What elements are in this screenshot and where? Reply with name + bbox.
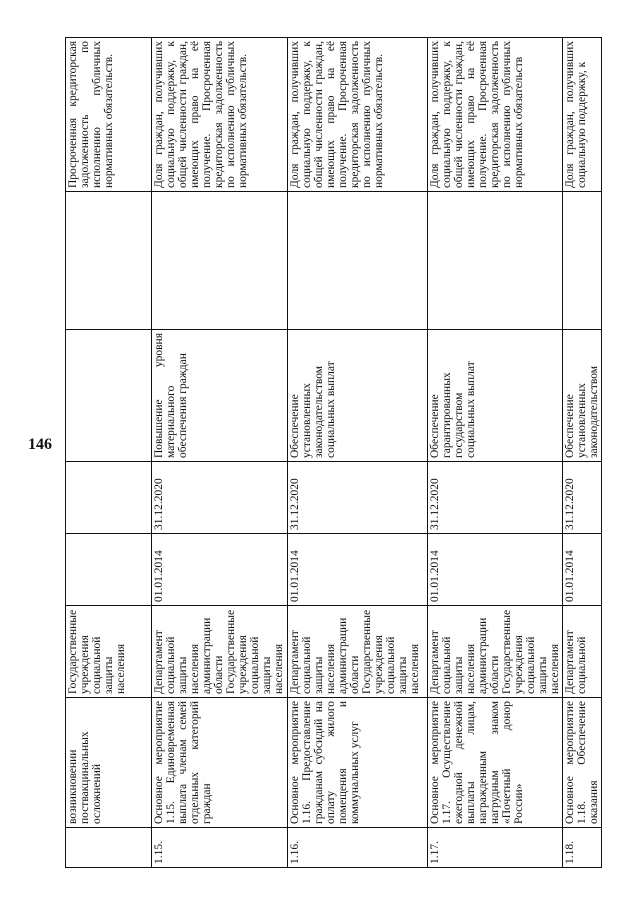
direction [288, 192, 428, 330]
expected-result: Повышение уровня материального обеспечения граждан [152, 330, 288, 462]
direction [152, 192, 288, 330]
indicators: Доля граждан, получивших социальную поддержку, к общей численности граждан, имеющих право на её получение. Просроченная кредиторская задолженность по исполнению публичных нормативных обязательств. [152, 38, 288, 192]
expected-result: Обеспечение установленных законодательством [563, 330, 602, 462]
executor: Департамент социальной защиты населения администрации области Государственные учреждения социальной защиты населения [288, 606, 428, 698]
row-number: 1.16. [288, 828, 428, 868]
indicators: Просроченная кредиторская задолженность по исполнению публичных нормативных обязательств. [66, 38, 152, 192]
indicators: Доля граждан, получивших социальную поддержку, к [563, 38, 602, 192]
table-row [428, 38, 563, 868]
indicators: Доля граждан, получивших социальную поддержку, к общей численности граждан, имеющих право на её получение. Просроченная кредиторская задолженность по исполнению публичных нормативных обязательств. [288, 38, 428, 192]
table-row [66, 38, 152, 868]
start-date: 01.01.2014 [563, 534, 602, 606]
end-date: 31.12.2020 [152, 462, 288, 534]
expected-result [66, 330, 152, 462]
start-date: 01.01.2014 [428, 534, 563, 606]
direction [66, 192, 152, 330]
table-row [288, 38, 428, 868]
measure-name: Основное мероприятие 1.18. Обеспечение оказания [563, 698, 602, 828]
rotated-table-container [65, 38, 600, 868]
end-date: 31.12.2020 [288, 462, 428, 534]
executor: Департамент социальной [563, 606, 602, 698]
start-date [66, 534, 152, 606]
executor: Департамент социальной защиты населения администрации области Государственные учреждения социальной защиты населения [428, 606, 563, 698]
measure-name: Основное мероприятие 1.16. Предоставление гражданам субсидий на оплату жилого помещения и коммунальных услуг [288, 698, 428, 828]
direction [563, 192, 602, 330]
executor: Департамент социальной защиты населения администрации области Государственные учреждения социальной защиты населения [152, 606, 288, 698]
start-date: 01.01.2014 [152, 534, 288, 606]
table-row [563, 38, 602, 868]
table-row [152, 38, 288, 868]
measure-name: Основное мероприятие 1.17. Осуществление ежегодной денежной выплаты лицам, награжденным нагрудным знаком «Почетный донор России» [428, 698, 563, 828]
expected-result: Обеспечение гарантированных государством социальных выплат [428, 330, 563, 462]
executor: Государственные учреждения социальной защиты населения [66, 606, 152, 698]
row-number: 1.17. [428, 828, 563, 868]
row-number: 1.18. [563, 828, 602, 868]
indicators: Доля граждан, получивших социальную поддержку, к общей численности граждан, имеющих право на её получение. Просроченная кредиторская задолженность по исполнению публичных нормативных обязательств [428, 38, 563, 192]
direction [428, 192, 563, 330]
row-number: 1.15. [152, 828, 288, 868]
measure-name: возникновении поствакцинальных осложнений [66, 698, 152, 828]
end-date: 31.12.2020 [428, 462, 563, 534]
expected-result: Обеспечение установленных законодательством социальных выплат [288, 330, 428, 462]
page-number: 146 [28, 436, 52, 453]
measure-name: Основное мероприятие 1.15. Единовременная выплата членам семей отдельных категорий граждан [152, 698, 288, 828]
end-date [66, 462, 152, 534]
program-measures-table [65, 37, 602, 868]
row-number [66, 828, 152, 868]
end-date: 31.12.2020 [563, 462, 602, 534]
start-date: 01.01.2014 [288, 534, 428, 606]
